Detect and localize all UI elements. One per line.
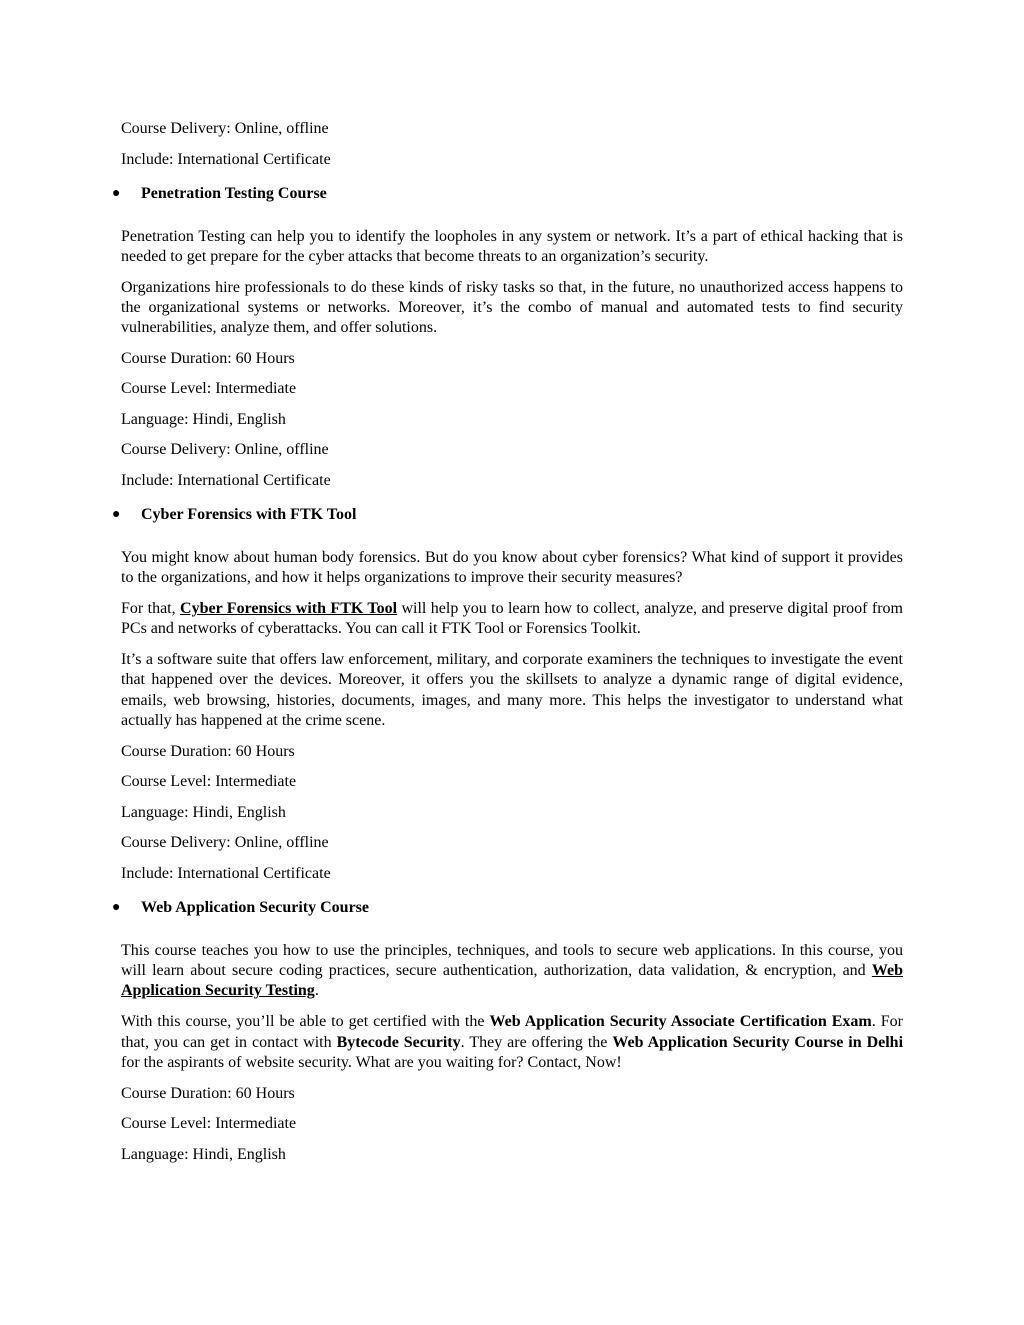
course-include: Include: International Certificate bbox=[121, 864, 331, 882]
course-language: Language: Hindi, English bbox=[121, 803, 286, 821]
section-heading-cyber-forensics: ● Cyber Forensics with FTK Tool bbox=[112, 505, 357, 523]
paragraph: With this course, you’ll be able to get certified with the Web Application Security Associate Certification Exam. For that, you can get in contact with Bytecode Security. They are offering the Web Application Security Course in Delhi for the aspirants of website security. What are you waiting for? Contact, Now! bbox=[121, 1013, 904, 1071]
course-include: Include: International Certificate bbox=[121, 471, 331, 489]
course-duration: Course Duration: 60 Hours bbox=[121, 1084, 295, 1102]
course-delivery: Course Delivery: Online, offline bbox=[121, 441, 329, 459]
bullet-icon: ● bbox=[112, 899, 121, 915]
cyber-forensics-link[interactable]: Cyber Forensics with FTK Tool bbox=[180, 600, 398, 618]
section-heading-penetration-testing: ● Penetration Testing Course bbox=[112, 184, 327, 202]
course-language: Language: Hindi, English bbox=[121, 410, 286, 428]
paragraph: You might know about human body forensics. But do you know about cyber forensics? What kind of support it provides to the organizations, and how it helps organizations to improve their security measures? bbox=[121, 548, 903, 587]
course-level: Course Level: Intermediate bbox=[121, 773, 297, 791]
document-page bbox=[112, 119, 904, 1175]
paragraph: It’s a software suite that offers law enforcement, military, and corporate examiners the techniques to investigate the event that happened over the devices. Moreover, it offers you the skillsets to analyze a dynamic range of digital evidence, emails, web browsing, histories, documents, images, and many more. This helps the investigator to understand what actually has happened at the crime scene. bbox=[121, 651, 903, 730]
bullet-icon: ● bbox=[112, 506, 121, 522]
course-duration: Course Duration: 60 Hours bbox=[121, 349, 295, 367]
course-duration: Course Duration: 60 Hours bbox=[121, 742, 295, 760]
paragraph: For that, Cyber Forensics with FTK Tool will help you to learn how to collect, analyze, and preserve digital proof from PCs and networks of cyberattacks. You can call it FTK Tool or Forensics Toolkit. bbox=[121, 600, 904, 638]
course-delivery: Course Delivery: Online, offline bbox=[121, 834, 329, 852]
course-language: Language: Hindi, English bbox=[121, 1145, 286, 1163]
bullet-icon: ● bbox=[112, 185, 121, 201]
course-level: Course Level: Intermediate bbox=[121, 1115, 297, 1133]
course-include: Include: International Certificate bbox=[121, 150, 331, 168]
paragraph: Organizations hire professionals to do these kinds of risky tasks so that, in the future, no unauthorized access happens to the organizational systems or networks. Moreover, it’s the combo of manual and automated tests to find security vulnerabilities, analyze them, and offer solutions. bbox=[121, 278, 903, 337]
web-app-security-testing-link[interactable]: Web Application Security Testing bbox=[121, 962, 903, 1000]
paragraph: Penetration Testing can help you to identify the loopholes in any system or network. It’s a part of ethical hacking that is needed to get prepare for the cyber attacks that become threats to an organization’s security. bbox=[121, 227, 903, 265]
course-level: Course Level: Intermediate bbox=[121, 380, 297, 398]
paragraph: This course teaches you how to use the principles, techniques, and tools to secure web applications. In this course, you will learn about secure coding practices, secure authentication, authorization, data validation, & encryption, and Web Application Security Testing. bbox=[121, 941, 903, 1000]
section-heading-web-app-security: ● Web Application Security Course bbox=[112, 898, 370, 916]
course-delivery: Course Delivery: Online, offline bbox=[121, 120, 329, 137]
